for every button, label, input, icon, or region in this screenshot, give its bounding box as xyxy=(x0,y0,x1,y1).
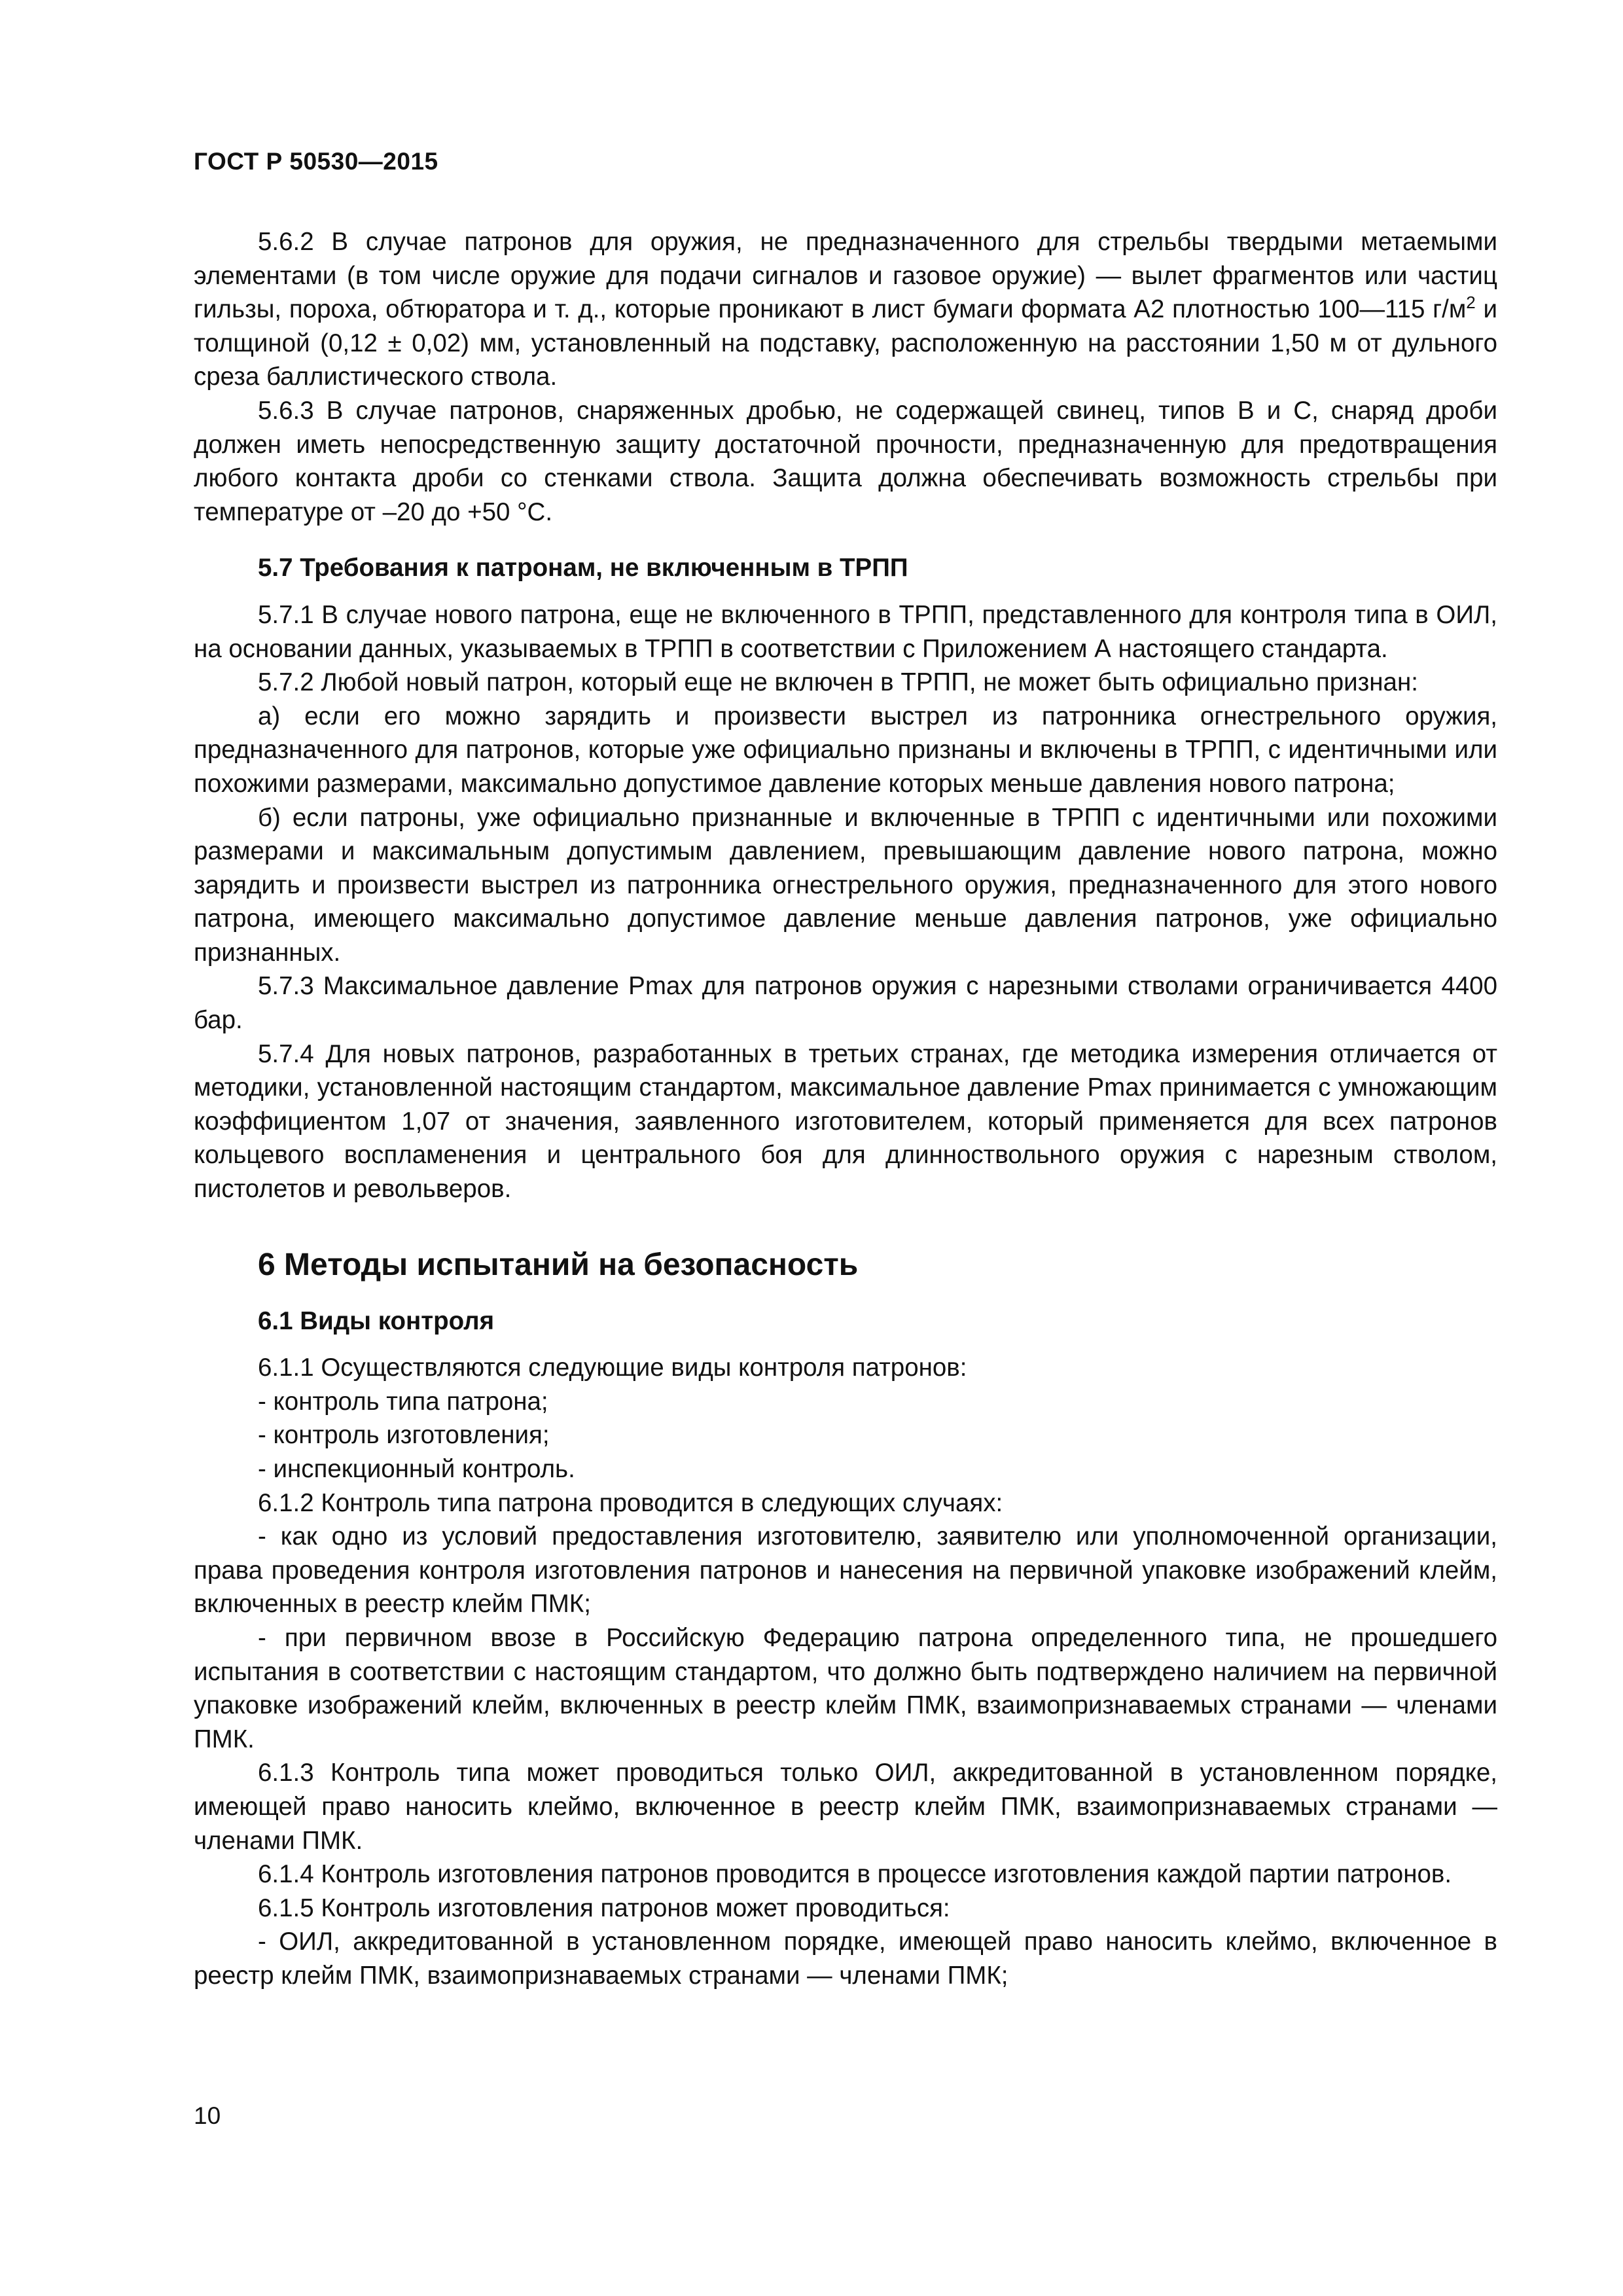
paragraph-6-1-5: 6.1.5 Контроль изготовления патронов может проводиться: xyxy=(258,1893,950,1922)
list-item: - инспекционный контроль. xyxy=(258,1455,575,1483)
document-body xyxy=(194,225,1497,1993)
paragraph-6-1-1: 6.1.1 Осуществляются следующие виды контроля патронов: xyxy=(258,1354,967,1382)
list-item: - при первичном ввозе в Российскую Федерацию патрона определенного типа, не прошедшего испытания в соответствии с настоящим стандартом, что должно быть подтверждено наличием на первичной упаковке изображений клейм, включенных в реестр клейм ПМК, взаимопризнаваемых странами — членами ПМК. xyxy=(194,1623,1497,1753)
paragraph-5-6-3: 5.6.3 В случае патронов, снаряженных дробью, не содержащей свинец, типов B и C, снаряд дроби должен иметь непосредственную защиту достаточной прочности, предназначенную для предотвращения любого контакта дроби со стенками ствола. Защита должна обеспечивать возможность стрельбы при температуре от –20 до +50 °С. xyxy=(194,396,1497,526)
paragraph-5-7-2-a: а) если его можно зарядить и произвести выстрел из патронника огнестрельного оружия, предназначенного для патронов, которые уже официально признаны и включены в ТРПП, с идентичными или похожими размерами, максимально допустимое давление которых меньше давления нового патрона; xyxy=(194,702,1497,798)
paragraph-5-7-4: 5.7.4 Для новых патронов, разработанных в третьих странах, где методика измерения отличается от методики, установленной настоящим стандартом, максимальное давление Pmax принимается с умножающим коэффициентом 1,07 от значения, заявленного изготовителем, который применяется для всех патронов кольцевого воспламенения и центрального боя для длинноствольного оружия с нарезным стволом, пистолетов и револьверов. xyxy=(194,1039,1497,1204)
paragraph-5-7-2-b: б) если патроны, уже официально признанные и включенные в ТРПП с идентичными или похожими размерами и максимальным допустимым давлением, превышающим давление нового патрона, можно зарядить и произвести выстрел из патронника огнестрельного оружия, предназначенного для этого нового патрона, имеющего максимально допустимое давление меньше давления патронов, уже официально признанных. xyxy=(194,803,1497,967)
list-item: - контроль изготовления; xyxy=(258,1421,550,1450)
section-heading-5-7: 5.7 Требования к патронам, не включенным в ТРПП xyxy=(258,554,908,583)
list-item: - ОИЛ, аккредитованной в установленном порядке, имеющей право наносить клеймо, включенное в реестр клейм ПМК, взаимопризнаваемых странами — членами ПМК; xyxy=(194,1928,1497,1990)
section-heading-6-1: 6.1 Виды контроля xyxy=(258,1306,495,1335)
page-number: 10 xyxy=(194,2102,221,2129)
paragraph-5-7-2: 5.7.2 Любой новый патрон, который еще не включен в ТРПП, не может быть официально признан: xyxy=(258,668,1418,697)
chapter-heading-6: 6 Методы испытаний на безопасность xyxy=(258,1247,859,1282)
paragraph-6-1-3: 6.1.3 Контроль типа может проводиться только ОИЛ, аккредитованной в установленном порядке, имеющей право наносить клеймо, включенное в реестр клейм ПМК, взаимопризнаваемых странами — членами ПМК. xyxy=(194,1759,1497,1855)
list-item: - как одно из условий предоставления изготовителю, заявителю или уполномоченной организации, права проведения контроля изготовления патронов и нанесения на первичной упаковке изображений клейм, включенных в реестр клейм ПМК; xyxy=(194,1522,1497,1619)
list-item: - контроль типа патрона; xyxy=(258,1387,548,1416)
superscript: 2 xyxy=(1466,293,1476,313)
paragraph-5-6-2: 5.6.2 В случае патронов для оружия, не предназначенного для стрельбы твердыми метаемыми элементами (в том числе оружие для подачи сигналов и газовое оружие) — вылет фрагментов или частиц гильзы, пороха, обтюратора и т. д., которые проникают в лист бумаги формата А2 плотностью 100—115 $г/м^2$ и толщиной (0,12 ± 0,02) мм, установленный на подставку, расположенную на расстоянии 1,50 м от дульного среза баллистического ствола. xyxy=(194,228,1497,391)
document-header: ГОСТ Р 50530—2015 xyxy=(194,148,438,175)
paragraph-6-1-4: 6.1.4 Контроль изготовления патронов проводится в процессе изготовления каждой партии патронов. xyxy=(258,1860,1452,1889)
paragraph-5-7-3: 5.7.3 Максимальное давление Pmax для патронов оружия с нарезными стволами ограничивается 4400 бар. xyxy=(194,972,1497,1035)
paragraph-5-7-1: 5.7.1 В случае нового патрона, еще не включенного в ТРПП, представленного для контроля типа в ОИЛ, на основании данных, указываемых в ТРПП в соответствии с Приложением А настоящего стандарта. xyxy=(194,600,1497,663)
paragraph-6-1-2: 6.1.2 Контроль типа патрона проводится в следующих случаях: xyxy=(258,1488,1003,1517)
